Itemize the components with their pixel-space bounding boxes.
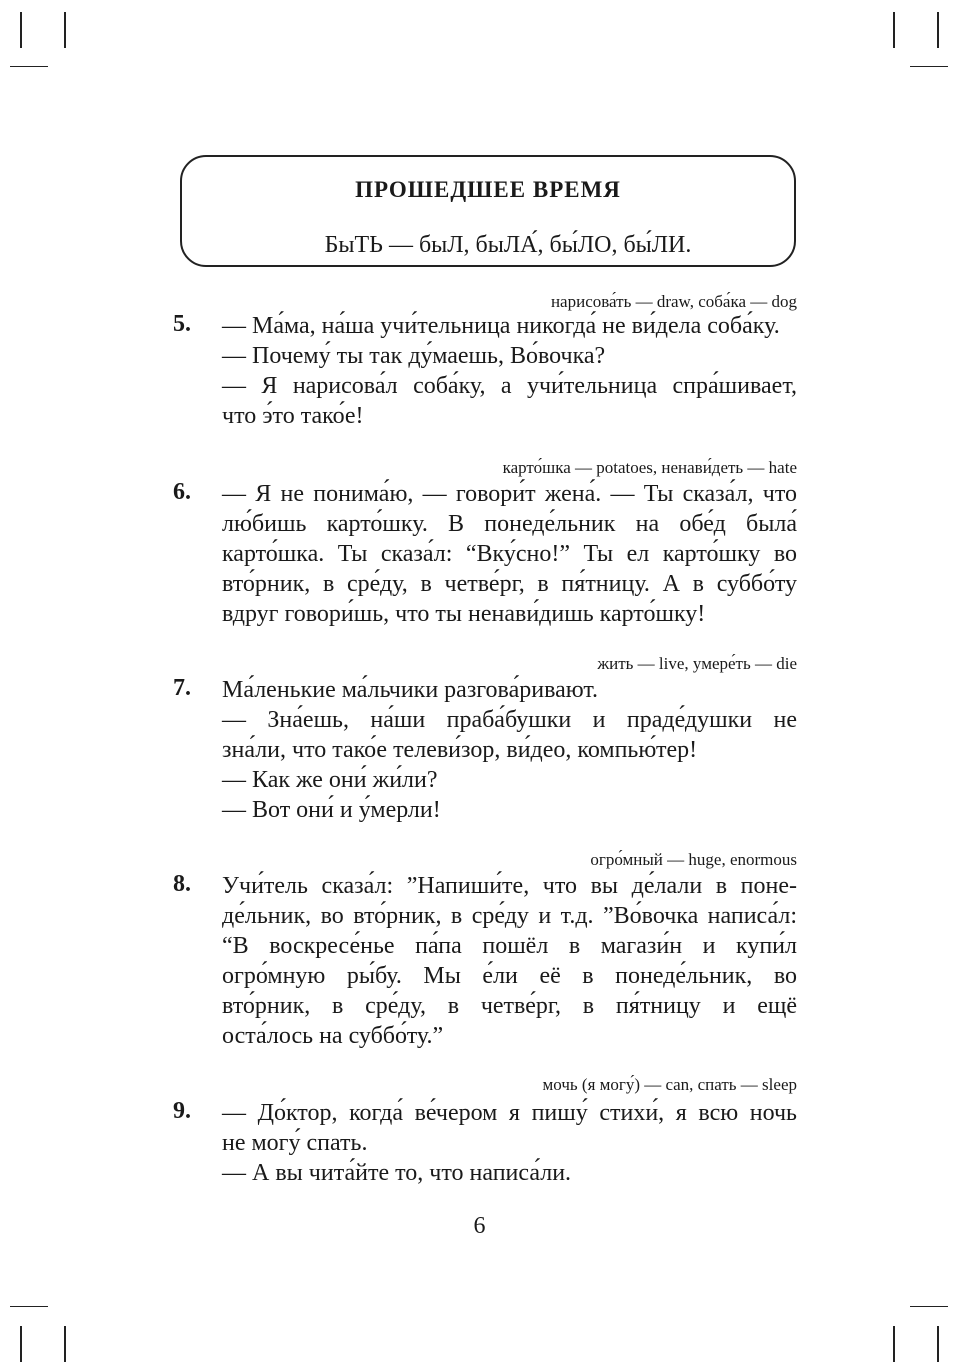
crop-mark xyxy=(937,1326,939,1362)
crop-mark xyxy=(10,66,48,67)
text-line: — Почему́ ты так ду́маешь, Во́вочка? xyxy=(222,343,606,369)
item-number: 5. xyxy=(173,311,191,337)
crop-mark xyxy=(893,12,895,48)
text-line: — Ма́ма, на́ша учи́тельница никогда́ не ви́дела соба́ку. xyxy=(222,313,780,339)
text-line: — Зна́ешь, на́ши праба́бушки и праде́душки не xyxy=(222,707,797,733)
text-line: де́льник, во вто́рник, в сре́ду и т.д. ”Во́вочка написа́л: xyxy=(222,903,797,929)
crop-mark xyxy=(64,1326,66,1362)
text-line: вто́рник, в сре́ду, в четве́рг, в пя́тницу и ещё xyxy=(222,993,797,1019)
text-line: — Я не понима́ю, — говори́т жена́. — Ты сказа́л, что xyxy=(222,481,797,507)
item-number: 8. xyxy=(173,871,191,897)
box-rule: БыТЬ — быЛ, быЛА́, бы́ЛО, бы́ЛИ. xyxy=(324,232,692,258)
text-line: вто́рник, в сре́ду, в четве́рг, в пя́тницу. А в суббо́ту xyxy=(222,571,797,597)
vocabulary-gloss: карто́шка — potatoes, ненави́деть — hate xyxy=(502,458,797,477)
text-line: оста́лось на суббо́ту.” xyxy=(222,1023,444,1049)
crop-mark xyxy=(910,1306,948,1307)
vocabulary-gloss: огро́мный — huge, enormous xyxy=(590,850,797,869)
text-line: зна́ли, что тако́е телеви́зор, ви́део, компью́тер! xyxy=(222,737,698,763)
vocabulary-gloss: мочь (я могу́) — can, спать — sleep xyxy=(542,1075,797,1094)
text-line: “В воскресе́нье па́па пошёл в магази́н и купи́л xyxy=(222,933,797,959)
text-line: Учи́тель сказа́л: ”Напиши́те, что вы де́лали в поне- xyxy=(222,873,797,899)
text-line: вдруг говори́шь, что ты ненави́дишь карто́шку! xyxy=(222,601,706,627)
text-line: что э́то тако́е! xyxy=(222,403,364,429)
text-line: лю́бишь карто́шку. В понеде́льник на обе́д была́ xyxy=(222,511,797,537)
vocabulary-gloss: нарисова́ть — draw, соба́ка — dog xyxy=(550,292,797,311)
text-line: карто́шка. Ты сказа́л: “Вку́сно!” Ты ел карто́шку во xyxy=(222,541,797,567)
text-line: огро́мную ры́бу. Мы е́ли её в понеде́льник, во xyxy=(222,963,797,989)
crop-mark xyxy=(64,12,66,48)
text-line: Ма́ленькие ма́льчики разгова́ривают. xyxy=(222,677,599,703)
grammar-box xyxy=(180,155,796,267)
text-line: — Я нарисова́л соба́ку, а учи́тельница спра́шивает, xyxy=(222,373,797,399)
text-line: — Вот они́ и у́мерли! xyxy=(222,797,441,823)
text-line: — А вы чита́йте то, что написа́ли. xyxy=(222,1160,572,1186)
item-number: 6. xyxy=(173,479,191,505)
crop-mark xyxy=(10,1306,48,1307)
text-line: — До́ктор, когда́ ве́чером я пишу́ стихи́, я всю ночь xyxy=(222,1100,797,1126)
crop-mark xyxy=(20,12,22,48)
text-line: не могу́ спать. xyxy=(222,1130,368,1156)
crop-mark xyxy=(937,12,939,48)
crop-mark xyxy=(910,66,948,67)
vocabulary-gloss: жить — live, умере́ть — die xyxy=(597,654,797,673)
item-number: 7. xyxy=(173,675,191,701)
crop-mark xyxy=(20,1326,22,1362)
item-number: 9. xyxy=(173,1098,191,1124)
page-number: 6 xyxy=(473,1213,486,1239)
text-line: — Как же они́ жи́ли? xyxy=(222,767,438,793)
crop-mark xyxy=(893,1326,895,1362)
box-title: ПРОШЕДШЕЕ ВРЕМЯ xyxy=(355,177,621,202)
